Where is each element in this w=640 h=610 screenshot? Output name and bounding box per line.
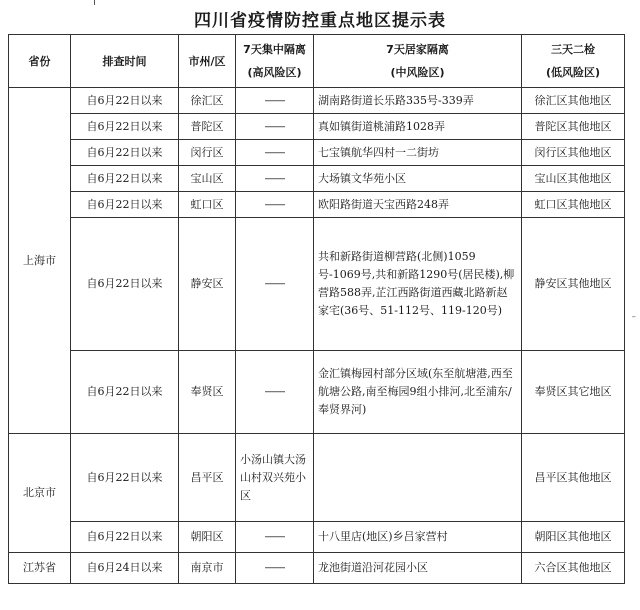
cell-low-risk: 朝阳区其他地区 [522,522,625,553]
cell-time: 自6月24日以来 [71,553,179,584]
cell-district: 闵行区 [179,140,236,166]
risk-area-table [8,34,625,584]
header-high-risk-line1: 7天集中隔离 [243,43,306,56]
cell-mid-risk: 欧阳路街道天宝西路248弄 [314,192,522,218]
cell-low-risk: 闵行区其他地区 [522,140,625,166]
cell-mid-risk: 湖南路街道长乐路335号-339弄 [314,88,522,114]
cell-low-risk: 徐汇区其他地区 [522,88,625,114]
table-row [9,351,625,434]
cell-high-risk: —— [236,522,314,553]
table-row [9,434,625,522]
header-mid-risk-line2: (中风险区) [390,66,445,79]
cell-time: 自6月22日以来 [71,218,179,351]
table-row [9,553,625,584]
cell-low-risk: 静安区其他地区 [522,218,625,351]
header-province: 省份 [9,35,71,88]
cell-low-risk: 虹口区其他地区 [522,192,625,218]
table-row [9,166,625,192]
cell-low-risk: 奉贤区其它地区 [522,351,625,434]
cell-time: 自6月22日以来 [71,114,179,140]
cell-time: 自6月22日以来 [71,351,179,434]
table-row [9,88,625,114]
cell-district: 朝阳区 [179,522,236,553]
edge-dash-mark: – [631,312,636,322]
header-low-risk [522,35,625,88]
cell-district: 普陀区 [179,114,236,140]
cell-district: 静安区 [179,218,236,351]
cell-high-risk: —— [236,88,314,114]
cell-mid-risk: 真如镇街道桃浦路1028弄 [314,114,522,140]
cell-mid-risk: 共和新路街道柳营路(北侧)1059号-1069号,共和新路1290号(居民楼),柳营路588弄,芷江西路街道西藏北路新赵家宅(36号、51-112号、119-120号) [314,218,522,351]
cell-mid-risk [314,434,522,522]
cell-high-risk: —— [236,114,314,140]
cell-time: 自6月22日以来 [71,192,179,218]
header-district: 市州/区 [179,35,236,88]
cell-low-risk: 普陀区其他地区 [522,114,625,140]
cell-mid-risk: 龙池街道沿河花园小区 [314,553,522,584]
cell-high-risk: —— [236,166,314,192]
province-jiangsu: 江苏省 [9,553,71,584]
header-mid-risk-line1: 7天居家隔离 [386,43,449,56]
cell-time: 自6月22日以来 [71,166,179,192]
cell-high-risk: 小汤山镇大汤山村双兴苑小区 [236,434,314,522]
cell-district: 虹口区 [179,192,236,218]
header-mid-risk [314,35,522,88]
table-header-row [9,35,625,88]
cell-low-risk: 昌平区其他地区 [522,434,625,522]
top-edge-mark [94,0,95,5]
header-low-risk-line2: (低风险区) [545,66,601,79]
table-row [9,140,625,166]
page-title: 四川省疫情防控重点地区提示表 [194,11,446,31]
cell-high-risk: —— [236,218,314,351]
table-row [9,218,625,351]
cell-mid-risk: 大场镇文华苑小区 [314,166,522,192]
cell-mid-risk: 十八里店(地区)乡吕家营村 [314,522,522,553]
header-low-risk-line1: 三天二检 [551,43,595,56]
cell-district: 奉贤区 [179,351,236,434]
cell-high-risk: —— [236,553,314,584]
header-high-risk [236,35,314,88]
table-row [9,522,625,553]
cell-low-risk: 宝山区其他地区 [522,166,625,192]
cell-high-risk: —— [236,140,314,166]
cell-district: 徐汇区 [179,88,236,114]
cell-low-risk: 六合区其他地区 [522,553,625,584]
cell-district: 昌平区 [179,434,236,522]
table-row [9,192,625,218]
cell-high-risk: —— [236,351,314,434]
cell-mid-risk: 金汇镇梅园村部分区域(东至航塘港,西至航塘公路,南至梅园9组小排河,北至浦东/奉贤界河) [314,351,522,434]
cell-high-risk: —— [236,192,314,218]
header-high-risk-line2: (高风险区) [247,66,302,79]
table-row [9,114,625,140]
cell-mid-risk: 七宝镇航华四村一二街坊 [314,140,522,166]
cell-time: 自6月22日以来 [71,140,179,166]
cell-district: 宝山区 [179,166,236,192]
cell-time: 自6月22日以来 [71,88,179,114]
cell-time: 自6月22日以来 [71,434,179,522]
province-beijing: 北京市 [9,434,71,553]
cell-district: 南京市 [179,553,236,584]
province-shanghai: 上海市 [9,88,71,434]
header-time: 排查时间 [71,35,179,88]
cell-time: 自6月22日以来 [71,522,179,553]
